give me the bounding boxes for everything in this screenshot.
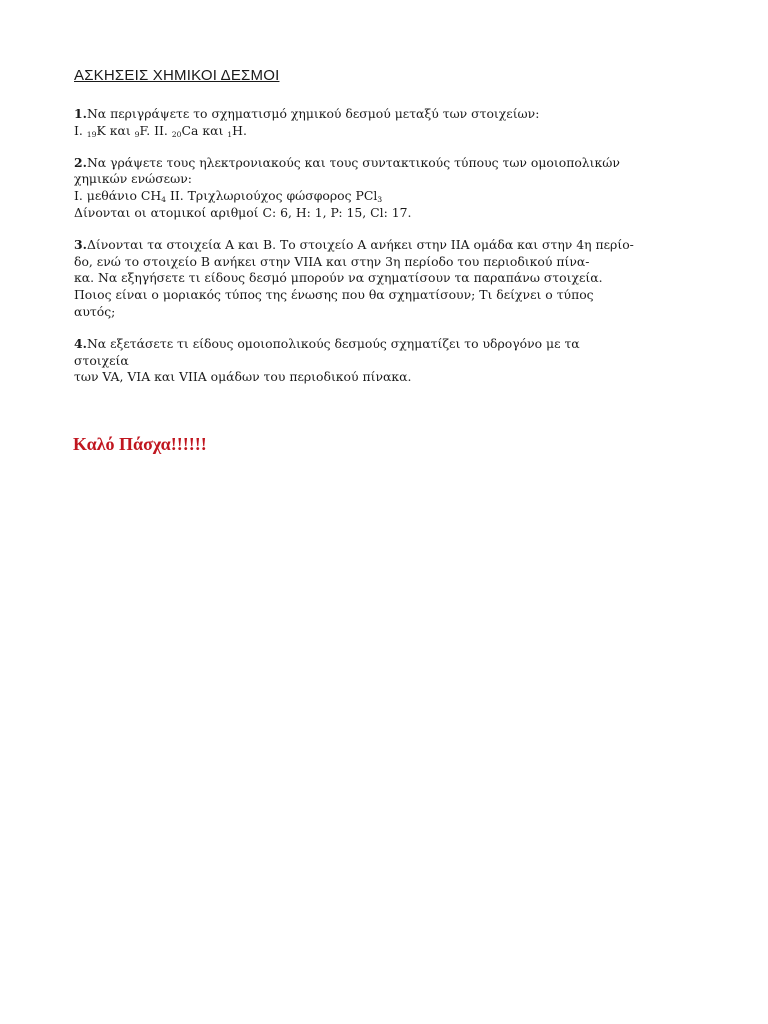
hydrogen-atomic-number: 1 <box>227 129 233 139</box>
document-page <box>74 66 634 401</box>
exercise-2 <box>74 155 634 222</box>
exercise-2-line-3: I. μεθάνιο $CH_4$ II. Τριχλωριούχος φώσφορος PCl$_3$ <box>74 188 383 205</box>
exercise-3-number: 3. <box>74 236 87 252</box>
exercise-4-line-2: των VA, VIA και VIIA ομάδων του περιοδικού πίνακα. <box>74 369 412 385</box>
exercise-2-line-4: Δίνονται οι ατομικοί αριθμοί C: 6, H: 1, P: 15, Cl: 17. <box>74 204 412 220</box>
exercise-2-line-2: χημικών ενώσεων: <box>74 171 192 187</box>
exercise-1-line-1: 1.Να περιγράψετε το σχηματισμό χημικού δεσμού μεταξύ των στοιχείων: <box>74 106 540 121</box>
potassium-atomic-number: 19 <box>86 129 97 139</box>
exercise-4 <box>74 336 634 386</box>
exercise-2-number: 2. <box>74 154 87 170</box>
exercise-3-line-2: δο, ενώ το στοιχείο B ανήκει στην VIIA και στην 3η περίοδο του περιοδικού πίνα- <box>74 253 590 269</box>
exercise-3-line-4: Ποιος είναι ο μοριακός τύπος της ένωσης που θα σχηματίσουν; Τι δείχνει ο τύπος <box>74 287 594 303</box>
exercise-3-line-5: αυτός; <box>74 303 116 319</box>
exercise-1 <box>74 106 634 140</box>
exercise-2-line-1: 2.Να γράψετε τους ηλεκτρονιακούς και τους συντακτικούς τύπους των ομοιοπολικών <box>74 154 620 170</box>
fluorine-atomic-number: 9 <box>134 129 140 139</box>
exercise-4-line-1: 4.Να εξετάσετε τι είδους ομοιοπολικούς δεσμούς σχηματίζει το υδρογόνο με τα στοιχεία <box>74 335 580 368</box>
exercise-4-number: 4. <box>74 335 87 351</box>
easter-greeting: Καλό Πάσχα!!!!!! <box>73 434 207 454</box>
exercise-1-line-2: I. $_{19}$K και $_9$F. II. $_{20}$Ca και $_1$H. <box>74 122 247 139</box>
methane-subscript: 4 <box>161 195 167 205</box>
pcl3-subscript: 3 <box>377 195 383 205</box>
exercise-3 <box>74 237 634 321</box>
exercise-3-line-1: 3.Δίνονται τα στοιχεία A και B. Το στοιχείο A ανήκει στην IIA ομάδα και στην 4η περίο- <box>74 236 634 252</box>
exercise-3-line-3: κα. Να εξηγήσετε τι είδους δεσμό μπορούν να σχηματίσουν τα παραπάνω στοιχεία. <box>74 270 603 286</box>
exercise-1-number: 1. <box>74 106 87 121</box>
document-title: ΑΣΚΗΣΕΙΣ ΧΗΜΙΚΟΙ ΔΕΣΜΟΙ <box>74 67 280 84</box>
calcium-atomic-number: 20 <box>171 129 182 139</box>
